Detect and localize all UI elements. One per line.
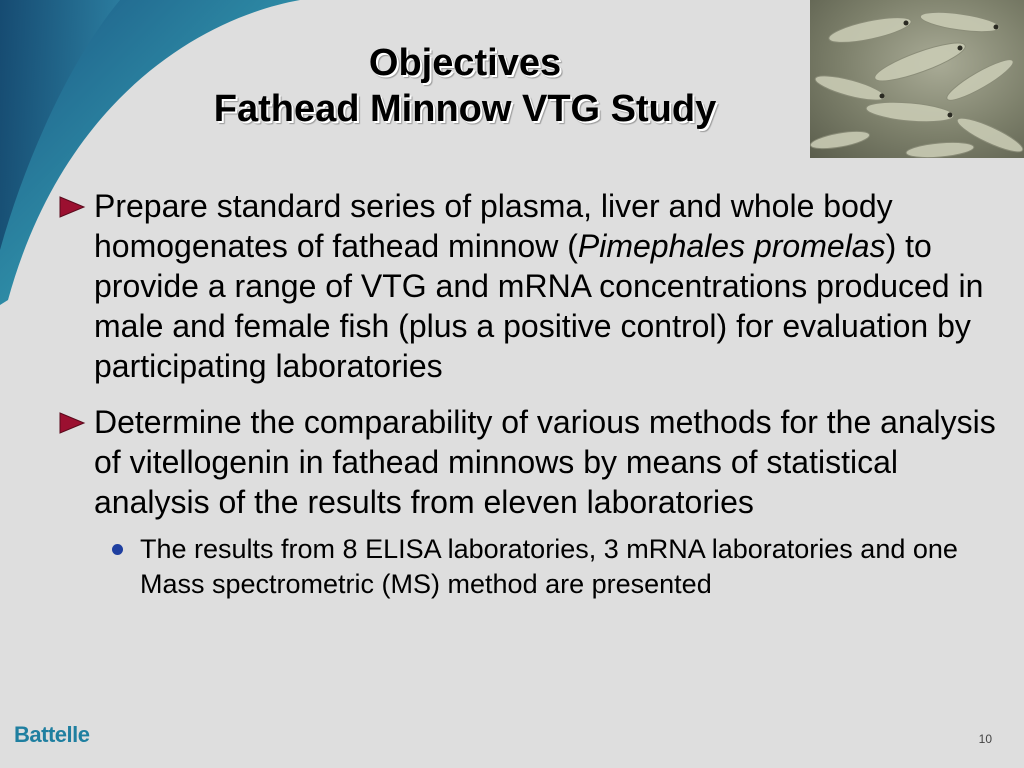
bullet-1 [54, 186, 1004, 386]
fish-photo [810, 0, 1024, 158]
bullet-1-text-before: Prepare standard series of plasma, liver and whole body homogenates of fathead minnow ( [94, 188, 893, 264]
bullet-arrow-icon [58, 196, 86, 218]
slide-title [120, 40, 810, 132]
slide-body [54, 186, 1004, 602]
title-line-2: Fathead Minnow VTG Study [213, 88, 717, 130]
bullet-arrow-icon [58, 412, 86, 434]
sub-bullet-1 [54, 532, 1004, 602]
sub-bullet-dot-icon [112, 544, 123, 555]
battelle-logo: Battelle [14, 722, 90, 747]
bullet-1-text-after: ) to provide a range of VTG and mRNA concentrations produced in male and female fish (plus a positive control) for evaluation by participating laboratories [94, 228, 984, 384]
bullet-2 [54, 402, 1004, 522]
bullet-2-text: Determine the comparability of various methods for the analysis of vitellogenin in fathead minnows by means of statistical analysis of the results from eleven laboratories [94, 404, 996, 520]
bullet-1-species-name: Pimephales promelas [577, 228, 886, 264]
page-number: 10 [978, 732, 992, 746]
title-line-1: Objectives [368, 42, 562, 84]
sub-bullet-1-text: The results from 8 ELISA laboratories, 3 mRNA laboratories and one Mass spectrometric (MS) method are presented [140, 534, 958, 599]
